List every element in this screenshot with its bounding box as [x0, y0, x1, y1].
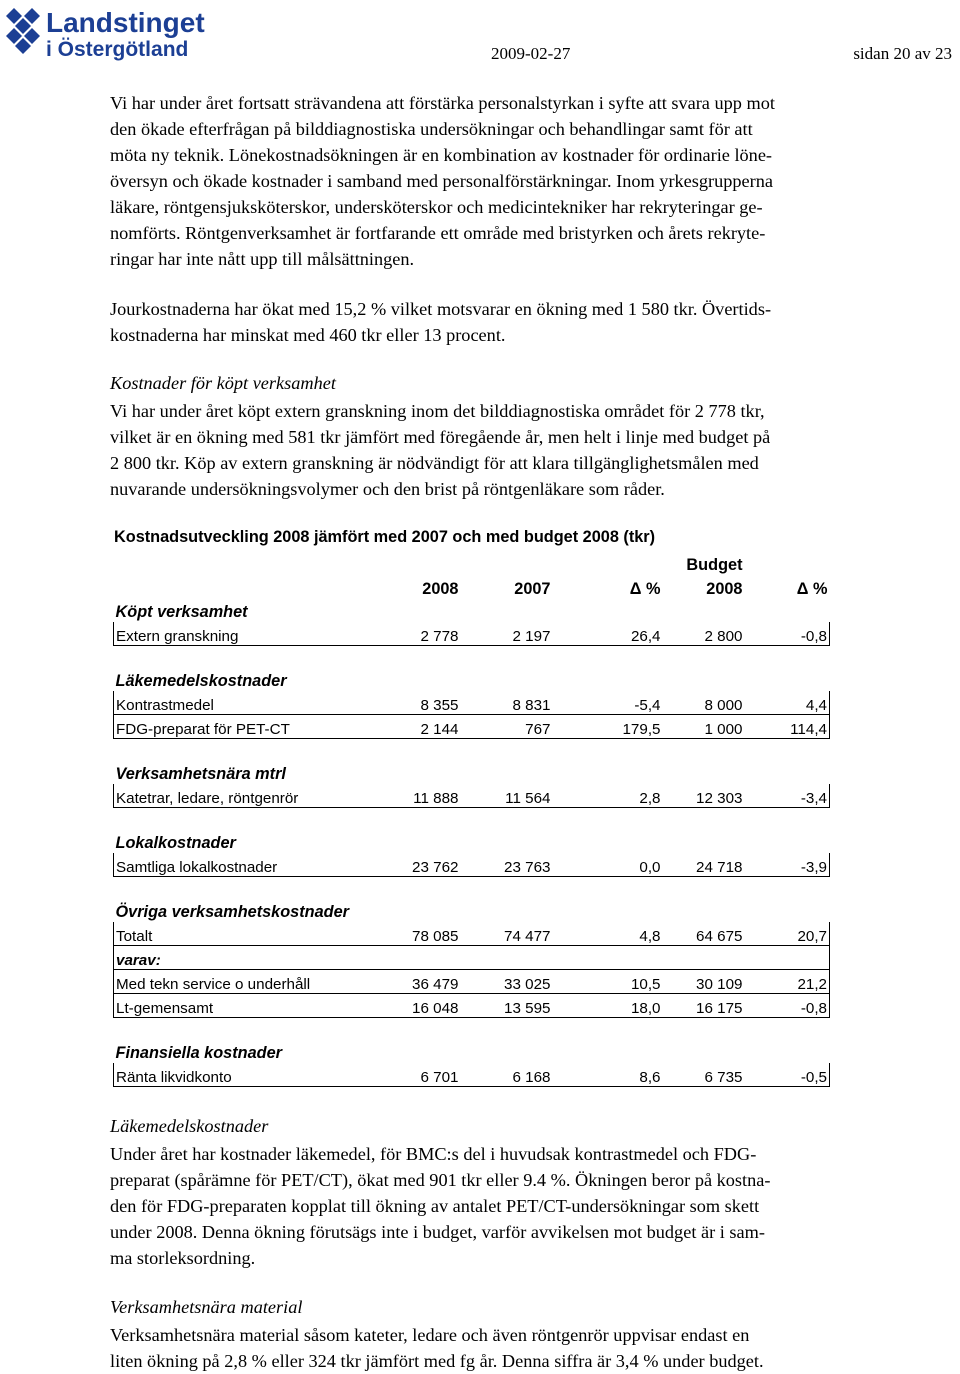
cell-delta-budget: -3,4	[745, 784, 830, 808]
header-2007: 2007	[514, 580, 551, 598]
text-line: under 2008. Denna ökning förutsägs inte i budget, varför avvikelsen mot budget är i sam-	[110, 1222, 765, 1242]
cell-2007: 6 168	[461, 1063, 553, 1087]
table-row	[114, 1063, 830, 1087]
text-line: kostnaderna har minskat med 460 tkr eller 13 procent.	[110, 325, 506, 345]
cell-delta: 4,8	[553, 922, 663, 946]
cell-delta: 8,6	[553, 1063, 663, 1087]
paragraph-kopt	[110, 398, 930, 502]
row-label: Totalt	[114, 922, 371, 946]
header-date: 2009-02-27	[491, 44, 571, 63]
text-line: preparat (spårämne för PET/CT), ökat med 901 tkr eller 9.4 %. Ökningen beror på kostna-	[110, 1170, 771, 1190]
table-row	[114, 922, 830, 946]
cell-2008: 8 355	[371, 691, 461, 715]
cell-budget: 12 303	[663, 784, 745, 808]
paragraph-jour	[110, 296, 930, 348]
cell-2008: 78 085	[371, 922, 461, 946]
cell-delta-budget: 114,4	[745, 715, 830, 739]
logo-mark-icon	[6, 8, 40, 54]
cell-delta: -5,4	[553, 691, 663, 715]
paragraph-personal	[110, 90, 930, 272]
section-row	[114, 1040, 830, 1063]
text-line: liten ökning på 2,8 % eller 324 tkr jämfört med fg år. Denna siffra är 3,4 % under budget.	[110, 1351, 764, 1371]
header-2008: 2008	[422, 580, 459, 598]
text-line: Vi har under året köpt extern granskning inom det bilddiagnostiska området för 2 778 tkr,	[110, 401, 765, 421]
section-row	[114, 830, 830, 853]
cell-2008: 6 701	[371, 1063, 461, 1087]
cell-delta: 179,5	[553, 715, 663, 739]
heading-lakemedelskostnader: Läkemedelskostnader	[110, 1116, 269, 1136]
cell-delta: 18,0	[553, 994, 663, 1018]
logo-text-1: Landstinget	[46, 7, 205, 38]
cell-2007: 23 763	[461, 853, 553, 877]
cell-2008: 36 479	[371, 970, 461, 994]
cell-delta-budget: -3,9	[745, 853, 830, 877]
text-line: vilket är en ökning med 581 tkr jämfört med föregående år, men helt i linje med budget på	[110, 427, 771, 447]
cell-budget: 30 109	[663, 970, 745, 994]
cell-delta-budget: -0,5	[745, 1063, 830, 1087]
header-delta-budget-pct: Δ %	[796, 580, 828, 598]
text-line: nuvarande undersökningsvolymer och den brist på röntgenläkare som råder.	[110, 479, 665, 499]
table-title: Kostnadsutveckling 2008 jämfört med 2007 och med budget 2008 (tkr)	[114, 528, 656, 546]
row-label: Extern granskning	[114, 622, 371, 646]
cell-2007: 33 025	[461, 970, 553, 994]
row-label: varav:	[114, 946, 371, 970]
table-row	[114, 691, 830, 715]
cell-2007: 74 477	[461, 922, 553, 946]
cell-delta: 2,8	[553, 784, 663, 808]
header-delta-pct: Δ %	[629, 580, 661, 598]
text-line: den ökade efterfrågan på bilddiagnostiska undersökningar och behandlingar samt för att	[110, 119, 753, 139]
heading-verksamhetsnara-material: Verksamhetsnära material	[110, 1297, 303, 1317]
text-line: Under året har kostnader läkemedel, för BMC:s del i huvudsak kontrastmedel och FDG-	[110, 1144, 757, 1164]
table-row	[114, 853, 830, 877]
cell-2007: 8 831	[461, 691, 553, 715]
paragraph-verksamhet	[110, 1322, 930, 1374]
cell-budget: 64 675	[663, 922, 745, 946]
text-line: möta ny teknik. Lönekostnadsökningen är en kombination av kostnader för ordinarie löne-	[110, 145, 773, 165]
text-line: den för FDG-preparaten kopplat till ökning av antalet PET/CT-undersökningar som skett	[110, 1196, 760, 1216]
cell-budget: 24 718	[663, 853, 745, 877]
table-row-varav	[114, 946, 830, 970]
logo-text-2: i Östergötland	[46, 38, 189, 61]
cell-delta-budget: -0,8	[745, 622, 830, 646]
cell-2007: 767	[461, 715, 553, 739]
row-label: Ränta likvidkonto	[114, 1063, 371, 1087]
row-label: Katetrar, ledare, röntgenrör	[114, 784, 371, 808]
section-row	[114, 899, 830, 922]
table-row	[114, 994, 830, 1018]
text-line: Vi har under året fortsatt strävandena att förstärka personalstyrkan i syfte att svara upp mot	[110, 93, 775, 113]
text-line: ringar har inte nått upp till målsättningen.	[110, 249, 415, 269]
section-label: Finansiella kostnader	[115, 1044, 282, 1062]
row-label: Samtliga lokalkostnader	[114, 853, 371, 877]
cell-delta-budget: 4,4	[745, 691, 830, 715]
text-line: läkare, röntgensjuksköterskor, undersköterskor och medicintekniker har rekryteringar ge-	[110, 197, 763, 217]
cell-budget: 6 735	[663, 1063, 745, 1087]
cell-budget: 2 800	[663, 622, 745, 646]
text-line: ma storleksordning.	[110, 1248, 256, 1268]
cost-table	[113, 552, 830, 1087]
header-budget-2008: 2008	[706, 580, 743, 598]
landstinget-logo	[2, 2, 242, 62]
table-row	[114, 970, 830, 994]
cell-budget: 16 175	[663, 994, 745, 1018]
section-label: Övriga verksamhetskostnader	[115, 903, 349, 921]
header-page-number: sidan 20 av 23	[853, 44, 952, 63]
heading-kopt-verksamhet: Kostnader för köpt verksamhet	[110, 373, 336, 393]
cell-2008: 11 888	[371, 784, 461, 808]
cell-delta: 26,4	[553, 622, 663, 646]
table-row	[114, 622, 830, 646]
cell-delta: 0,0	[553, 853, 663, 877]
row-label: Kontrastmedel	[114, 691, 371, 715]
section-label: Läkemedelskostnader	[115, 672, 287, 690]
cell-2008: 2 778	[371, 622, 461, 646]
row-label: Lt-gemensamt	[114, 994, 371, 1018]
cell-2007: 11 564	[461, 784, 553, 808]
text-line: Jourkostnaderna har ökat med 15,2 % vilket motsvarar en ökning med 1 580 tkr. Övertids-	[110, 299, 772, 319]
cell-2007: 2 197	[461, 622, 553, 646]
cell-delta-budget: 20,7	[745, 922, 830, 946]
section-row	[114, 761, 830, 784]
text-line: översyn och ökade kostnader i samband med personalförstärkningar. Inom yrkesgrupperna	[110, 171, 774, 191]
cell-delta-budget: -0,8	[745, 994, 830, 1018]
section-label: Verksamhetsnära mtrl	[115, 765, 286, 783]
section-label: Lokalkostnader	[115, 834, 236, 852]
text-line: 2 800 tkr. Köp av extern granskning är nödvändigt för att klara tillgänglighetsmålen med	[110, 453, 759, 473]
cell-2008: 23 762	[371, 853, 461, 877]
paragraph-lakemedel	[110, 1141, 930, 1271]
cell-2007: 13 595	[461, 994, 553, 1018]
cell-delta: 10,5	[553, 970, 663, 994]
cell-delta-budget: 21,2	[745, 970, 830, 994]
text-line: nomförts. Röntgenverksamhet är fortfarande ett område med bristyrken och årets rekryte-	[110, 223, 766, 243]
row-label: Med tekn service o underhåll	[114, 970, 371, 994]
section-row	[114, 599, 830, 622]
table-row	[114, 715, 830, 739]
table-header-row-2	[114, 575, 830, 599]
cell-2008: 16 048	[371, 994, 461, 1018]
row-label: FDG-preparat för PET-CT	[114, 715, 371, 739]
text-line: Verksamhetsnära material såsom kateter, ledare och även röntgenrör uppvisar endast en	[110, 1325, 750, 1345]
table-header-row-1	[114, 552, 830, 575]
table-row	[114, 784, 830, 808]
section-row	[114, 668, 830, 691]
header-budget: Budget	[686, 556, 743, 574]
section-label: Köpt verksamhet	[115, 603, 248, 621]
cell-2008: 2 144	[371, 715, 461, 739]
cell-budget: 8 000	[663, 691, 745, 715]
cell-budget: 1 000	[663, 715, 745, 739]
